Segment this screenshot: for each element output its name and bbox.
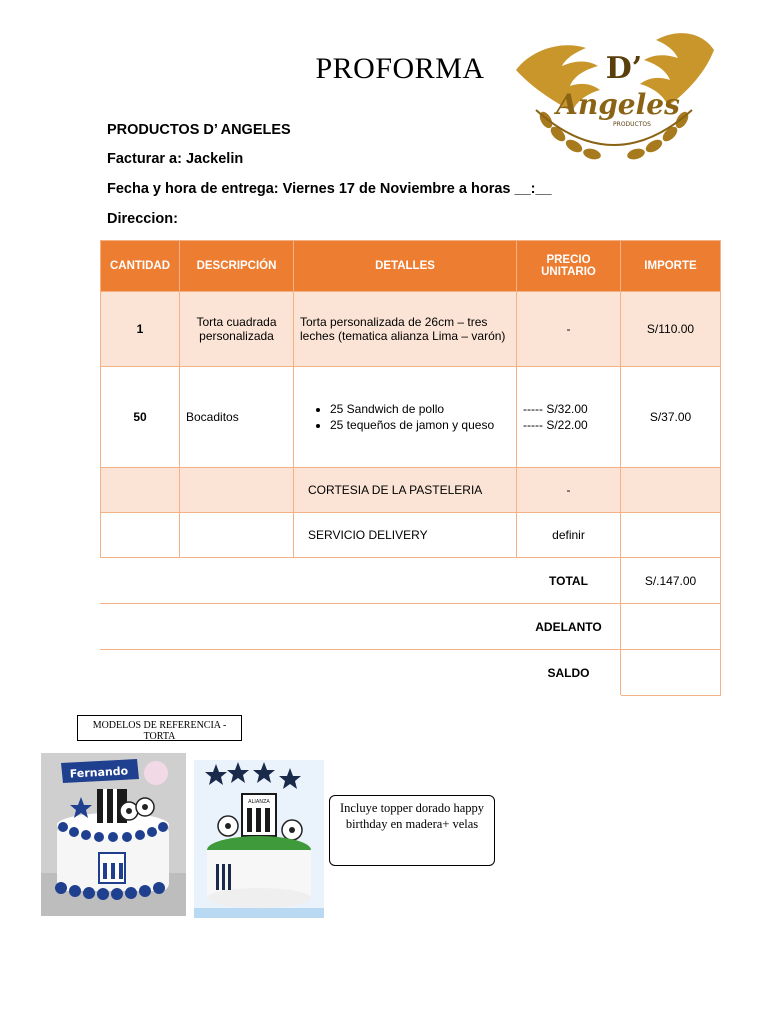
blank-cell — [294, 604, 517, 650]
blank-cell — [180, 604, 294, 650]
logo-top-text: D’ — [605, 51, 643, 86]
header-descripcion: DESCRIPCIÓN — [180, 241, 294, 292]
blank-cell — [294, 558, 517, 604]
details-cell: SERVICIO DELIVERY — [294, 513, 517, 558]
blank-cell — [180, 650, 294, 696]
blank-cell — [101, 558, 180, 604]
header-importe: IMPORTE — [621, 241, 721, 292]
cake-photo-1 — [41, 753, 186, 916]
total-row — [101, 558, 721, 604]
saldo-value — [621, 650, 721, 696]
unit-price-cell — [517, 367, 621, 468]
saldo-row — [101, 650, 721, 696]
table-header-row — [101, 241, 721, 292]
blank-cell — [180, 558, 294, 604]
list-item: • 25 tequeños de jamon y queso — [330, 418, 510, 432]
unit-price-cell: definir — [517, 513, 621, 558]
table-row — [101, 513, 721, 558]
address: Direccion: — [107, 211, 178, 227]
header-precio-unitario: PRECIO UNITARIO — [517, 241, 621, 292]
amount-cell: S/37.00 — [621, 367, 721, 468]
header-detalles: DETALLES — [294, 241, 517, 292]
logo-script-text: Angeles — [556, 88, 680, 121]
table-row — [101, 367, 721, 468]
reference-label: MODELOS DE REFERENCIA - TORTA — [77, 715, 242, 741]
reference-note: Incluye topper dorado happy birthday en madera+ velas — [329, 795, 495, 866]
table-row — [101, 292, 721, 367]
desc-cell: Torta cuadrada personalizada — [180, 292, 294, 367]
desc-cell: Bocaditos — [180, 367, 294, 468]
total-value: S/.147.00 — [621, 558, 721, 604]
details-cell — [294, 367, 517, 468]
amount-cell: S/110.00 — [621, 292, 721, 367]
desc-cell — [180, 513, 294, 558]
adelanto-value — [621, 604, 721, 650]
adelanto-row — [101, 604, 721, 650]
unit-price-line: ----- S/22.00 — [523, 418, 588, 432]
total-label: TOTAL — [517, 558, 621, 604]
amount-cell — [621, 513, 721, 558]
blank-cell — [294, 650, 517, 696]
table-row — [101, 468, 721, 513]
blank-cell — [101, 604, 180, 650]
proforma-table — [100, 240, 721, 696]
header-cantidad: CANTIDAD — [101, 241, 180, 292]
qty-cell — [101, 513, 180, 558]
details-cell: Torta personalizada de 26cm – tres leches (tematica alianza Lima – varón) — [294, 292, 517, 367]
adelanto-label: ADELANTO — [517, 604, 621, 650]
blank-cell — [101, 650, 180, 696]
saldo-label: SALDO — [517, 650, 621, 696]
unit-price-cell: - — [517, 292, 621, 367]
qty-cell — [101, 468, 180, 513]
document-title: PROFORMA — [315, 52, 485, 85]
amount-cell — [621, 468, 721, 513]
company-name: PRODUCTOS D’ ANGELES — [107, 122, 291, 138]
list-item: • 25 Sandwich de pollo — [330, 402, 510, 416]
photo-name-text: Fernando — [69, 764, 129, 781]
details-cell: CORTESIA DE LA PASTELERIA — [294, 468, 517, 513]
cake-photo-2 — [194, 760, 324, 918]
delivery-date: Fecha y hora de entrega: Viernes 17 de Noviembre a horas __:__ — [107, 181, 552, 197]
qty-cell: 50 — [101, 367, 180, 468]
brand-logo — [506, 30, 724, 168]
logo-small-text: PRODUCTOS — [613, 121, 651, 128]
unit-price-line: ----- S/32.00 — [523, 402, 588, 416]
desc-cell — [180, 468, 294, 513]
bill-to: Facturar a: Jackelin — [107, 151, 244, 167]
unit-price-cell: - — [517, 468, 621, 513]
photo-topper-text: ALIANZA — [248, 799, 270, 805]
qty-cell: 1 — [101, 292, 180, 367]
